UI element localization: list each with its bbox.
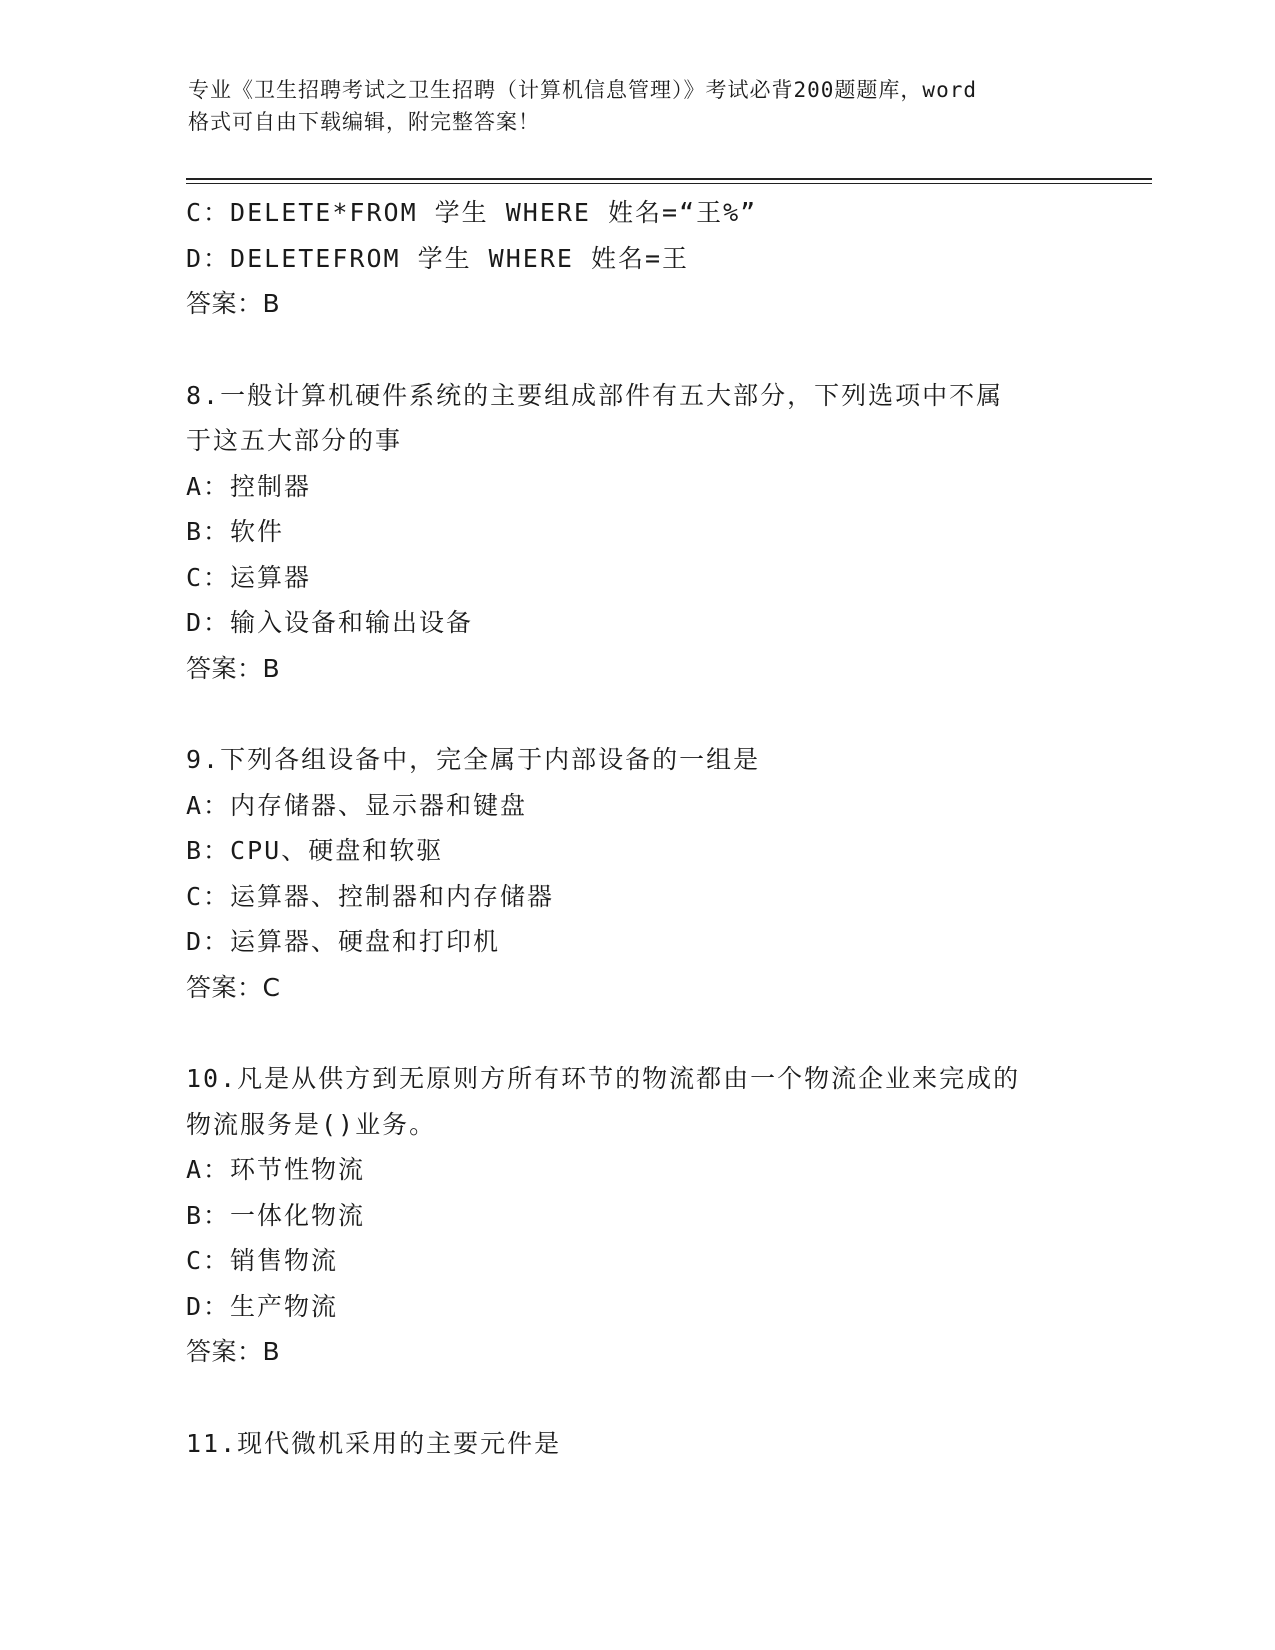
option-c: C：销售物流 — [186, 1246, 339, 1275]
option-d: D：输入设备和输出设备 — [186, 608, 474, 637]
option-c: C：DELETE*FROM 学生 WHERE 姓名=“王%” — [186, 198, 758, 227]
document-header — [188, 74, 1088, 138]
question-title: 9.下列各组设备中，完全属于内部设备的一组是 — [186, 745, 761, 774]
question-8 — [186, 373, 1086, 692]
answer-line: 答案：B — [186, 653, 281, 683]
question-11 — [186, 1421, 1086, 1467]
question-title: 11.现代微机采用的主要元件是 — [186, 1428, 562, 1458]
document-body — [186, 190, 1086, 1466]
question-10 — [186, 1056, 1086, 1375]
option-b: B：软件 — [186, 517, 285, 546]
spacer — [186, 1375, 1086, 1421]
question-9 — [186, 737, 1086, 1010]
answer-line: 答案：B — [186, 1337, 281, 1366]
option-c: C：运算器、控制器和内存储器 — [186, 881, 555, 911]
answer-line: 答案：B — [186, 289, 281, 318]
spacer — [186, 691, 1086, 737]
option-d: D：生产物流 — [186, 1291, 339, 1321]
option-a: A：内存储器、显示器和键盘 — [186, 790, 528, 820]
question-title-continued: 物流服务是()业务。 — [186, 1109, 437, 1139]
option-a: A：控制器 — [186, 471, 312, 501]
question-title-continued: 于这五大部分的事 — [186, 426, 403, 455]
header-line-1: 专业《卫生招聘考试之卫生招聘（计算机信息管理）》考试必背200题题库，word — [188, 78, 977, 102]
previous-question-tail — [186, 190, 1086, 327]
option-b: B：CPU、硬盘和软驱 — [186, 836, 444, 865]
header-divider-thick — [186, 178, 1152, 180]
option-d: D：DELETEFROM 学生 WHERE 姓名=王 — [186, 243, 690, 273]
spacer — [186, 1010, 1086, 1056]
question-title: 8.一般计算机硬件系统的主要组成部件有五大部分，下列选项中不属 — [186, 380, 1004, 410]
header-divider-thin — [186, 183, 1152, 184]
question-title: 10.凡是从供方到无原则方所有环节的物流都由一个物流企业来完成的 — [186, 1064, 1021, 1093]
spacer — [186, 327, 1086, 373]
header-line-2: 格式可自由下载编辑，附完整答案！ — [188, 110, 540, 134]
option-c: C：运算器 — [186, 562, 312, 592]
answer-line: 答案：C — [186, 972, 281, 1002]
option-a: A：环节性物流 — [186, 1155, 366, 1184]
option-b: B：一体化物流 — [186, 1200, 366, 1230]
option-d: D：运算器、硬盘和打印机 — [186, 927, 501, 956]
